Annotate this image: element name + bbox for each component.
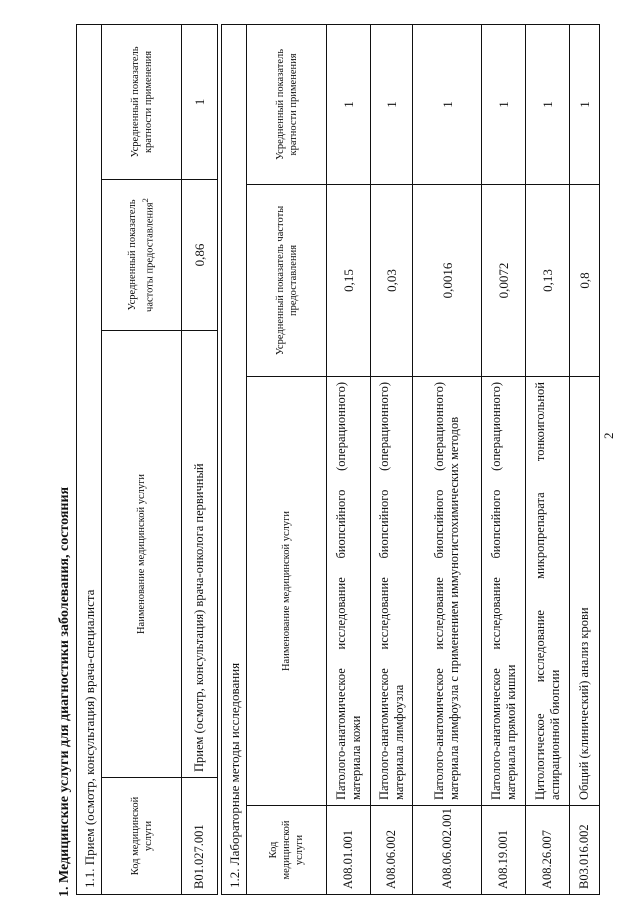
frequency-value: 0,03 — [371, 185, 413, 377]
table-section-title: 1.1. Прием (осмотр, консультация) врача-специалиста — [77, 24, 102, 894]
service-code: A08.26.007 — [526, 806, 570, 895]
service-code: B03.016.002 — [570, 806, 600, 895]
service-name: Общий (клинический) анализ крови — [570, 377, 600, 806]
col-header-name: Наименование медицинской услуги — [247, 377, 327, 806]
multiplicity-value: 1 — [526, 24, 570, 184]
frequency-value: 0,0072 — [482, 185, 526, 377]
page-number: 2 — [601, 432, 616, 439]
col-header-multiplicity: Усредненный показатель кратности применения — [102, 24, 182, 179]
service-code: A08.06.002.001 — [413, 806, 482, 895]
multiplicity-value: 1 — [182, 24, 218, 179]
frequency-value: 0,15 — [327, 185, 371, 377]
table-row — [182, 24, 218, 894]
col-header-frequency — [102, 180, 182, 331]
service-code: A08.06.002 — [371, 806, 413, 895]
service-code: B01.027.001 — [182, 778, 218, 895]
service-code: A08.19.001 — [482, 806, 526, 895]
service-code: A08.01.001 — [327, 806, 371, 895]
col-header-frequency: Усредненный показатель частоты предоставления — [247, 185, 327, 377]
section-heading: 1. Медицинские услуги для диагностики заболевания, состояния — [57, 486, 72, 897]
col-header-name: Наименование медицинской услуги — [102, 331, 182, 778]
table-row — [327, 24, 371, 894]
service-name: Патолого-анатомическое исследование биопсийного (операционного) материала лимфоузла с применением иммуногистохимических методов — [413, 377, 482, 806]
service-name: Патолого-анатомическое исследование биопсийного (операционного) материала прямой кишки — [482, 377, 526, 806]
frequency-value: 0,0016 — [413, 185, 482, 377]
service-name: Патолого-анатомическое исследование биопсийного (операционного) материала кожи — [327, 377, 371, 806]
table-row — [413, 24, 482, 894]
laboratory-table — [221, 24, 600, 895]
multiplicity-value: 1 — [327, 24, 371, 184]
col-header-frequency-text: Усредненный показатель частоты предоставления — [127, 199, 156, 312]
multiplicity-value: 1 — [413, 24, 482, 184]
frequency-value: 0,13 — [526, 185, 570, 377]
table-row — [482, 24, 526, 894]
multiplicity-value: 1 — [371, 24, 413, 184]
table-row — [570, 24, 600, 894]
service-name: Цитологическое исследование микропрепарата тонкоигольной аспирационной биопсии — [526, 377, 570, 806]
service-name: Патолого-анатомическое исследование биопсийного (операционного) материала лимфоузла — [371, 377, 413, 806]
col-header-code: Код медицинской услуги — [247, 806, 327, 895]
multiplicity-value: 1 — [482, 24, 526, 184]
frequency-value: 0,8 — [570, 185, 600, 377]
consultation-table — [76, 24, 218, 895]
footnote-mark: 2 — [140, 198, 151, 203]
service-name: Прием (осмотр, консультация) врача-онколога первичный — [182, 331, 218, 778]
table-row — [371, 24, 413, 894]
table-section-title: 1.2. Лабораторные методы исследования — [222, 24, 247, 894]
multiplicity-value: 1 — [570, 24, 600, 184]
table-row — [526, 24, 570, 894]
frequency-value: 0,86 — [182, 180, 218, 331]
col-header-multiplicity: Усредненный показатель кратности применения — [247, 24, 327, 184]
col-header-code: Код медицинской услуги — [102, 778, 182, 895]
